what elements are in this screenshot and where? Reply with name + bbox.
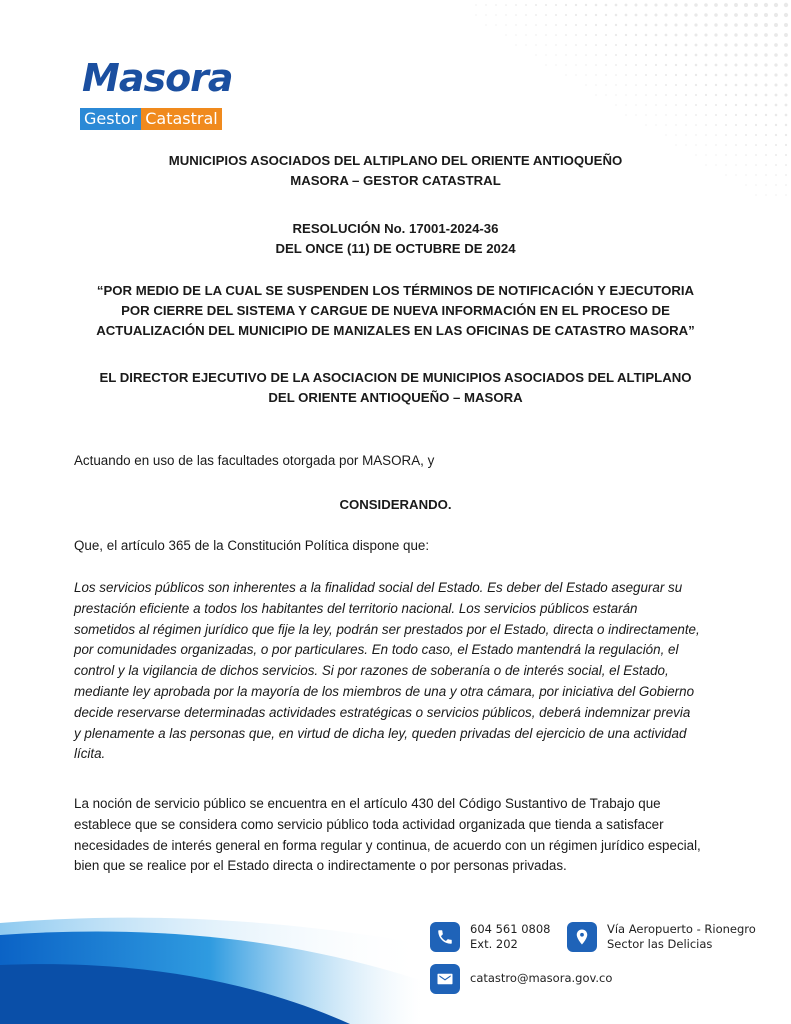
quote-line: control y la vigilancia de dichos servicios. Si por razones de soberanía o de interés social, el Estado, <box>74 663 669 679</box>
mail-icon <box>430 964 460 994</box>
subject-line-2: POR CIERRE DEL SISTEMA Y CARGUE DE NUEVA INFORMACIÓN EN EL PROCESO DE <box>121 303 670 318</box>
notion-line: establece que se considera como servicio público toda actividad organizada que tienda a satisfacer <box>74 816 664 832</box>
location-pin-icon <box>567 922 597 952</box>
quote-line: Los servicios públicos son inherentes a la finalidad social del Estado. Es deber del Estado asegurar su <box>74 580 683 595</box>
email-contact <box>430 964 612 994</box>
constitution-quote <box>74 578 710 765</box>
heading-line-2: MASORA – GESTOR CATASTRAL <box>290 173 501 188</box>
masora-logo <box>80 56 240 132</box>
heading-line-1: MUNICIPIOS ASOCIADOS DEL ALTIPLANO DEL ORIENTE ANTIOQUEÑO <box>168 153 623 168</box>
email-link[interactable]: catastro@masora.gov.co <box>470 971 613 985</box>
quote-line: prestación eficiente a todos los habitantes del territorio nacional. Los servicios públicos estarán <box>74 600 638 616</box>
considering-label: CONSIDERANDO. <box>339 497 452 512</box>
heading-block <box>60 151 731 191</box>
logo-band-catastral: Catastral <box>141 108 222 130</box>
intro-paragraph: Que, el artículo 365 de la Constitución Política dispone que: <box>74 538 430 553</box>
quote-line: mediante ley aprobada por la mayoría de los miembros de una y otra cámara, por iniciativa del Gobierno <box>74 683 695 699</box>
subject-block <box>60 281 731 341</box>
director-block <box>60 368 731 408</box>
notion-line: bien que se realice por el Estado directa o indirectamente o por personas privadas. <box>74 858 567 874</box>
quote-line: sometidos al régimen jurídico que fije la ley, podrán ser prestados por el Estado, directa o indirectamente, <box>74 621 700 637</box>
address-contact <box>567 922 756 952</box>
phone-contact <box>430 922 550 952</box>
acting-paragraph: Actuando en uso de las facultades otorgada por MASORA, y <box>74 453 435 468</box>
address-line-1: Vía Aeropuerto - Rionegro <box>607 922 756 936</box>
logo-wordmark: Masora <box>82 56 233 100</box>
director-line-2: DEL ORIENTE ANTIOQUEÑO – MASORA <box>268 390 523 405</box>
considering-heading <box>60 495 731 515</box>
notion-line: La noción de servicio público se encuentra en el artículo 430 del Código Sustantivo de Trabajo que <box>74 796 661 811</box>
subject-line-1: “POR MEDIO DE LA CUAL SE SUSPENDEN LOS TÉRMINOS DE NOTIFICACIÓN Y EJECUTORIA <box>96 283 695 298</box>
logo-band <box>80 108 222 130</box>
quote-line: lícita. <box>74 746 106 762</box>
logo-band-gestor: Gestor <box>80 108 141 130</box>
quote-line: por comunidades organizadas, o por particulares. En todo caso, el Estado mantendrá la regulación, el <box>74 642 679 658</box>
resolution-number: RESOLUCIÓN No. 17001-2024-36 <box>292 221 499 236</box>
resolution-date: DEL ONCE (11) DE OCTUBRE DE 2024 <box>275 241 516 256</box>
director-line-1: EL DIRECTOR EJECUTIVO DE LA ASOCIACION DE MUNICIPIOS ASOCIADOS DEL ALTIPLANO <box>99 370 692 385</box>
notion-paragraph <box>74 794 710 877</box>
phone-icon <box>430 922 460 952</box>
phone-extension: Ext. 202 <box>470 937 518 951</box>
quote-line: y plenamente a las personas que, en virtud de dicha ley, queden privadas del ejercicio de una actividad <box>74 725 687 741</box>
notion-line: necesidades de interés general en forma regular y continua, de acuerdo con un régimen jurídico especial, <box>74 837 701 853</box>
resolution-block <box>60 219 731 259</box>
quote-line: decide reservarse determinadas actividades estratégicas o servicios públicos, deberá indemnizar previa <box>74 704 691 720</box>
subject-line-3: ACTUALIZACIÓN DEL MUNICIPIO DE MANIZALES EN LAS OFICINAS DE CATASTRO MASORA” <box>96 323 695 338</box>
address-line-2: Sector las Delicias <box>607 937 713 951</box>
phone-number: 604 561 0808 <box>470 922 551 936</box>
